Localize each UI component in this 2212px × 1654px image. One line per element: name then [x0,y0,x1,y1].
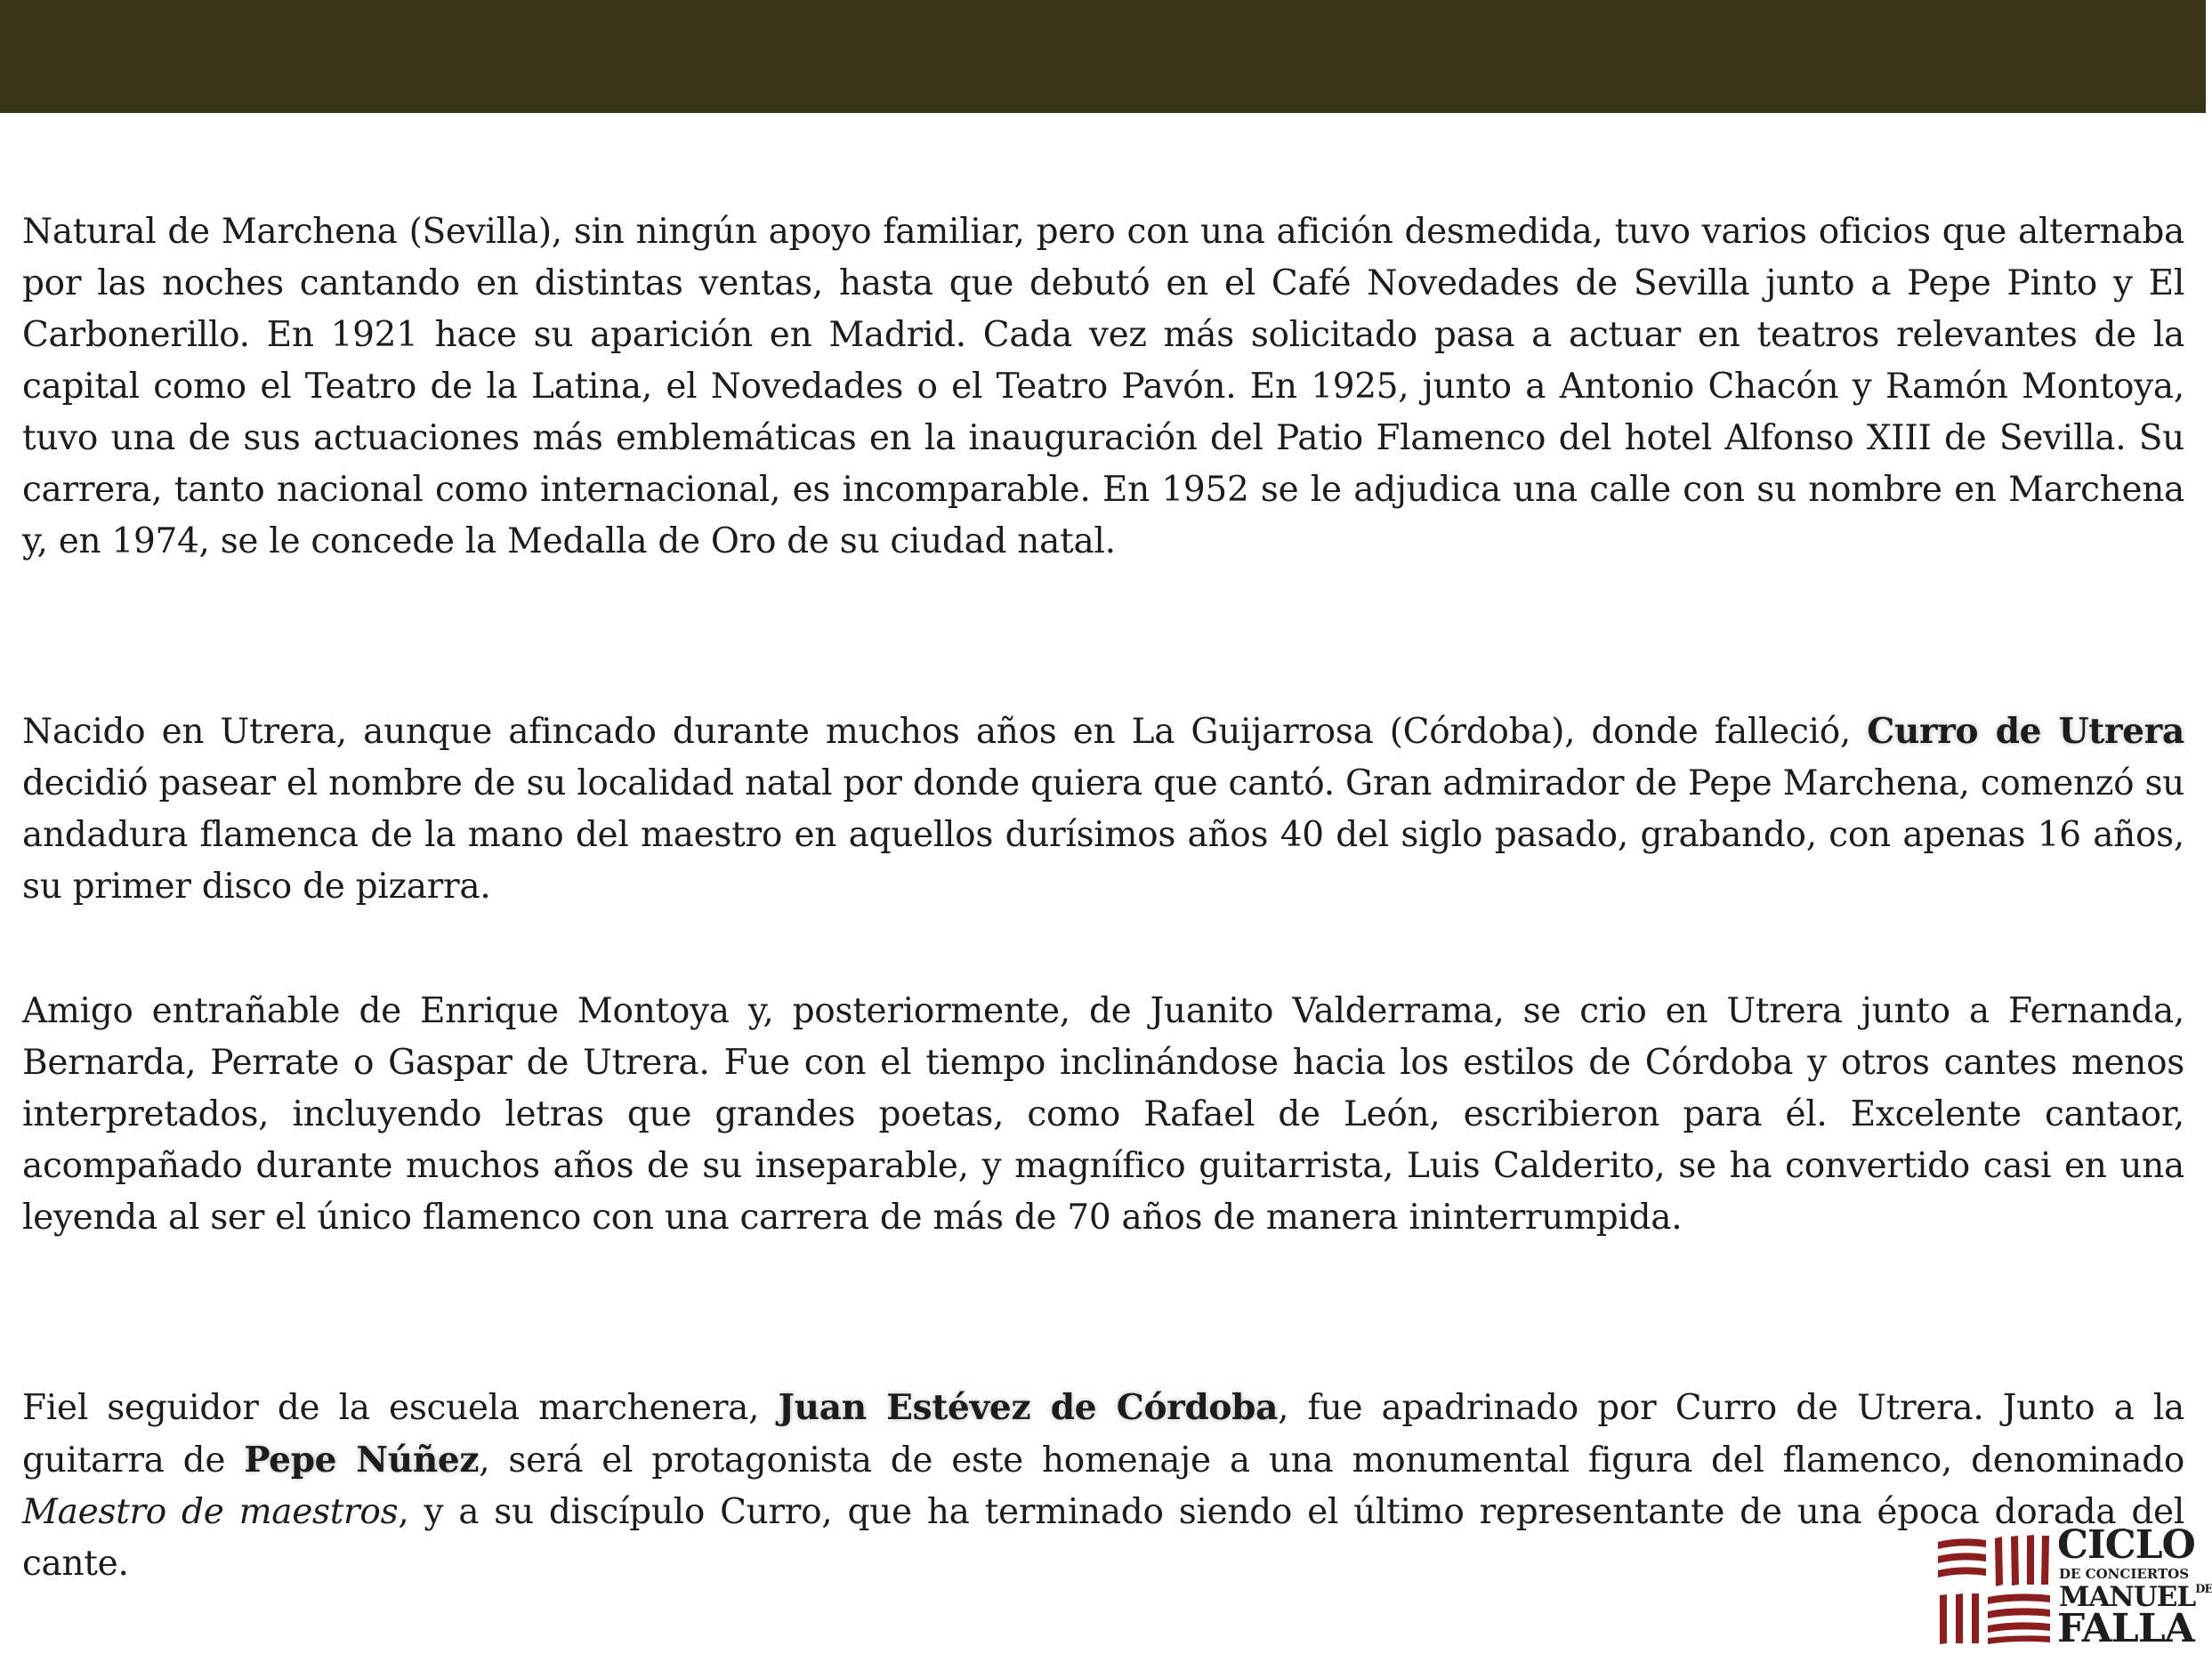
paragraph-3 [22,986,2184,1244]
paragraph-1-text: Natural de Marchena (Sevilla), sin ningún apoyo familiar, pero con una afición desmedida, tuvo varios oficios que alternaba por las noches cantando en distintas ventas, hasta que debutó en el Café Novedades de Sevilla junto a Pepe Pinto y El Carbonerillo. En 1921 hace su aparición en Madrid. Cada vez más solicitado pasa a actuar en teatros relevantes de la capital como el Teatro de la Latina, el Novedades o el Teatro Pavón. En 1925, junto a Antonio Chacón y Ramón Montoya, tuvo una de sus actuaciones más emblemáticas en la inauguración del Patio Flamenco del hotel Alfonso XIII de Sevilla. Su carrera, tanto nacional como internacional, es incomparable. En 1952 se le adjudica una calle con su nombre en Marchena y, en 1974, se le concede la Medalla de Oro de su ciudad natal. [22,212,2184,561]
logo-word-ciclo: CICLO [2057,1522,2195,1568]
name-curro-de-utrera: Curro de Utrera [1867,711,2185,752]
logo-word-falla: FALLA [2057,1606,2194,1651]
paragraph-4-text-d: , y a su discípulo Curro, que ha terminado siendo el último representante de una época dorada del cante. [22,1492,2184,1584]
logo-stripes-icon [1934,1535,2055,1646]
paragraph-2 [22,706,2184,913]
paragraph-4 [22,1382,2184,1590]
name-juan-estevez-de-cordoba: Juan Estévez de Córdoba [778,1387,1279,1428]
title-maestro-de-maestros: Maestro de maestros [22,1492,399,1532]
name-pepe-nunez: Pepe Núñez [244,1440,480,1481]
paragraph-2-text-b: decidió pasear el nombre de su localidad natal por donde quiera que cantó. Gran admirador de Pepe Marchena, comenzó su andadura flamenca de la mano del maestro en aquellos durísimos años 40 del siglo pasado, grabando, con apenas 16 años, su primer disco de pizarra. [22,763,2184,907]
logo-word-manuel-text: MANUEL [2059,1581,2196,1613]
logo-word-de: DE [2195,1583,2212,1596]
top-banner-bar [0,0,2206,113]
document-body [22,206,2184,1590]
logo-wordmark [2057,1522,2212,1651]
paragraph-4-text-b: , fue apadrinado por Curro de Utrera. Junto a la guitarra de [22,1388,2184,1481]
paragraph-4-text-a: Fiel seguidor de la escuela marchenera, [22,1388,779,1428]
logo-word-de-conciertos: DE CONCIERTOS [2059,1566,2190,1582]
ciclo-manuel-de-falla-logo [1934,1522,2212,1651]
paragraph-2-text-a: Nacido en Utrera, aunque afincado durante muchos años en La Guijarrosa (Córdoba), donde falleció, [22,712,1868,752]
paragraph-1 [22,206,2184,568]
paragraph-3-text: Amigo entrañable de Enrique Montoya y, posteriormente, de Juanito Valderrama, se crio en Utrera junto a Fernanda, Bernarda, Perrate o Gaspar de Utrera. Fue con el tiempo inclinándose hacia los estilos de Córdoba y otros cantes menos interpretados, incluyendo letras que grandes poetas, como Rafael de León, escribieron para él. Excelente cantaor, acompañado durante muchos años de su inseparable, y magnífico guitarrista, Luis Calderito, se ha convertido casi en una leyenda al ser el único flamenco con una carrera de más de 70 años de manera ininterrumpida. [22,991,2184,1238]
paragraph-4-text-c: , será el protagonista de este homenaje a una monumental figura del flamenco, denominado [479,1440,2184,1481]
